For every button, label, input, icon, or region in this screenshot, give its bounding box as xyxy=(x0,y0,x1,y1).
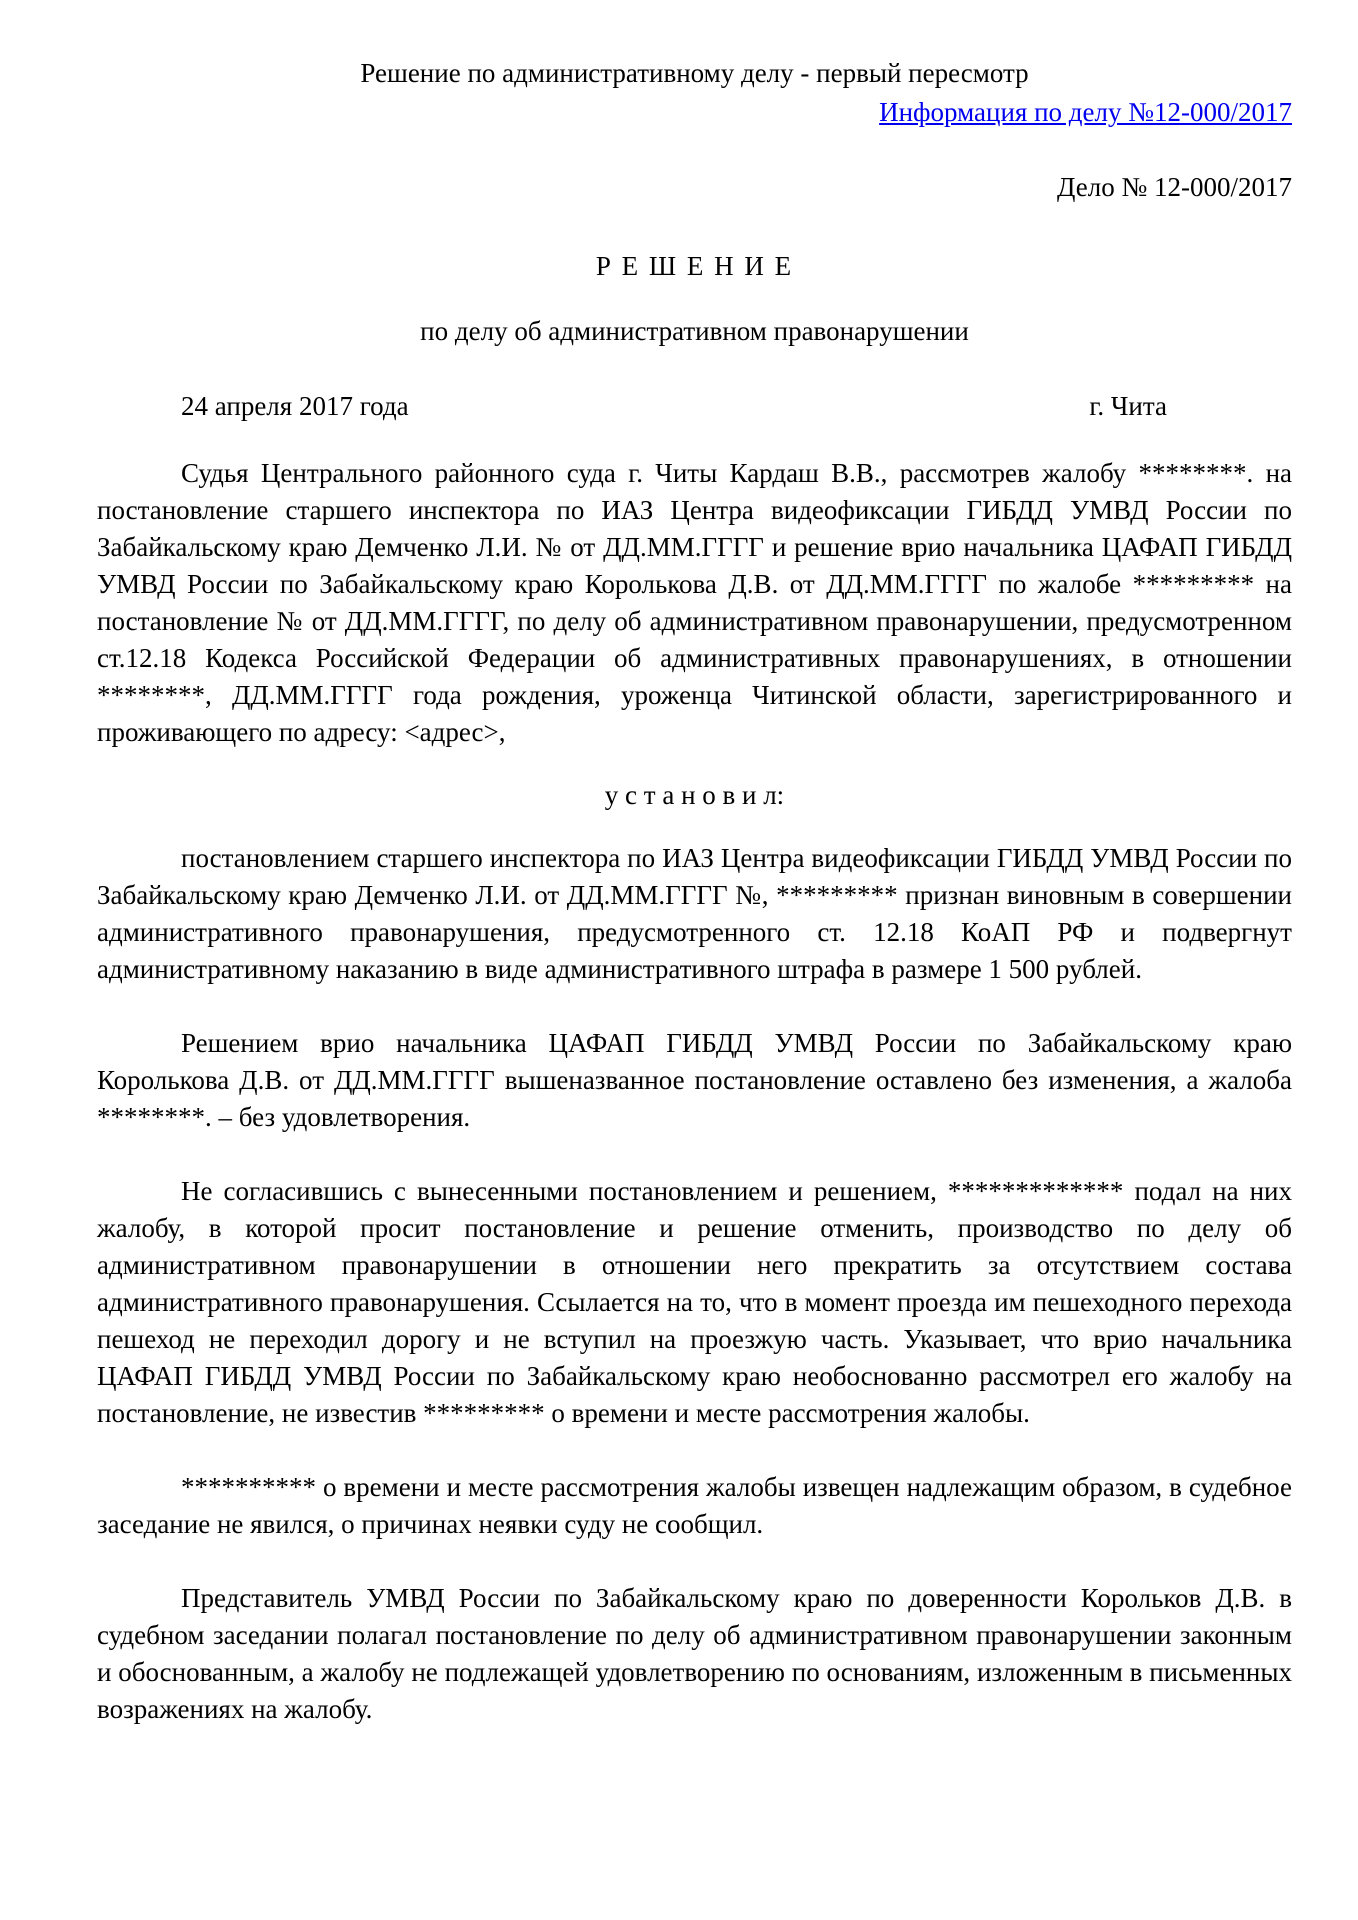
case-number-line: Дело № 12-000/2017 xyxy=(1057,172,1292,202)
body-paragraph-appeal-decision: Решением врио начальника ЦАФАП ГИБДД УМВД России по Забайкальскому краю Королькова Д.В. от ДД.ММ.ГГГГ вышеназванное постановление оставлено без изменения, а жалоба ********. – без удовлетворения. xyxy=(97,1028,1292,1132)
body-paragraph-complaint-arguments: Не согласившись с вынесенными постановлением и решением, ************* подал на них жалобу, в которой просит постановление и решение отменить, производство по делу об административном правонарушении в отношении него прекратить за отсутствием состава административного правонарушения. Ссылается на то, что в момент проезда им пешеходного перехода пешеход не переходил дорогу и не вступил на проезжую часть. Указывает, что врио начальника ЦАФАП ГИБДД УМВД России по Забайкальскому краю необоснованно рассмотрел его жалобу на постановление, не известив ********* о времени и месте рассмотрения жалобы. xyxy=(97,1176,1292,1428)
intro-paragraph: Судья Центрального районного суда г. Читы Кардаш В.В., рассмотрев жалобу ********. на постановление старшего инспектора по ИАЗ Центра видеофиксации ГИБДД УМВД России по Забайкальскому краю Демченко Л.И. № от ДД.ММ.ГГГГ и решение врио начальника ЦАФАП ГИБДД УМВД России по Забайкальскому краю Королькова Д.В. от ДД.ММ.ГГГГ по жалобе ********* на постановление № от ДД.ММ.ГГГГ, по делу об административном правонарушении, предусмотренном ст.12.18 Кодекса Российской Федерации об административных правонарушениях, в отношении ********, ДД.ММ.ГГГГ года рождения, уроженца Читинской области, зарегистрированного и проживающего по адресу: <адрес>, xyxy=(97,458,1292,747)
document-type-heading: Решение по административному делу - первый пересмотр xyxy=(360,58,1029,88)
case-info-link[interactable]: Информация по делу №12-000/2017 xyxy=(879,97,1292,127)
decision-subtitle: по делу об административном правонарушении xyxy=(420,316,969,346)
body-paragraph-representative-position: Представитель УМВД России по Забайкальскому краю по доверенности Корольков Д.В. в судебном заседании полагал постановление по делу об административном правонарушении законным и обоснованным, а жалобу не подлежащей удовлетворению по основаниям, изложенным в письменных возражениях на жалобу. xyxy=(97,1583,1292,1724)
body-paragraph-absence-notice: ********** о времени и месте рассмотрения жалобы извещен надлежащим образом, в судебное заседание не явился, о причинах неявки суду не сообщил. xyxy=(97,1472,1292,1539)
decision-date: 24 апреля 2017 года xyxy=(181,391,409,421)
decision-title: Р Е Ш Е Н И Е xyxy=(595,251,794,281)
decision-city: г. Чита xyxy=(1089,391,1167,421)
case-info-link-row xyxy=(97,94,1292,131)
date-place-row xyxy=(97,388,1292,425)
ustanovil-word: у с т а н о в и л: xyxy=(604,780,785,810)
body-paragraph-ruling-fine: постановлением старшего инспектора по ИАЗ Центра видеофиксации ГИБДД УМВД России по Забайкальскому краю Демченко Л.И. от ДД.ММ.ГГГГ №, ********* признан виновным в совершении административного правонарушения, предусмотренного ст. 12.18 КоАП РФ и подвергнут административному наказанию в виде административного штрафа в размере 1 500 рублей. xyxy=(97,843,1292,984)
